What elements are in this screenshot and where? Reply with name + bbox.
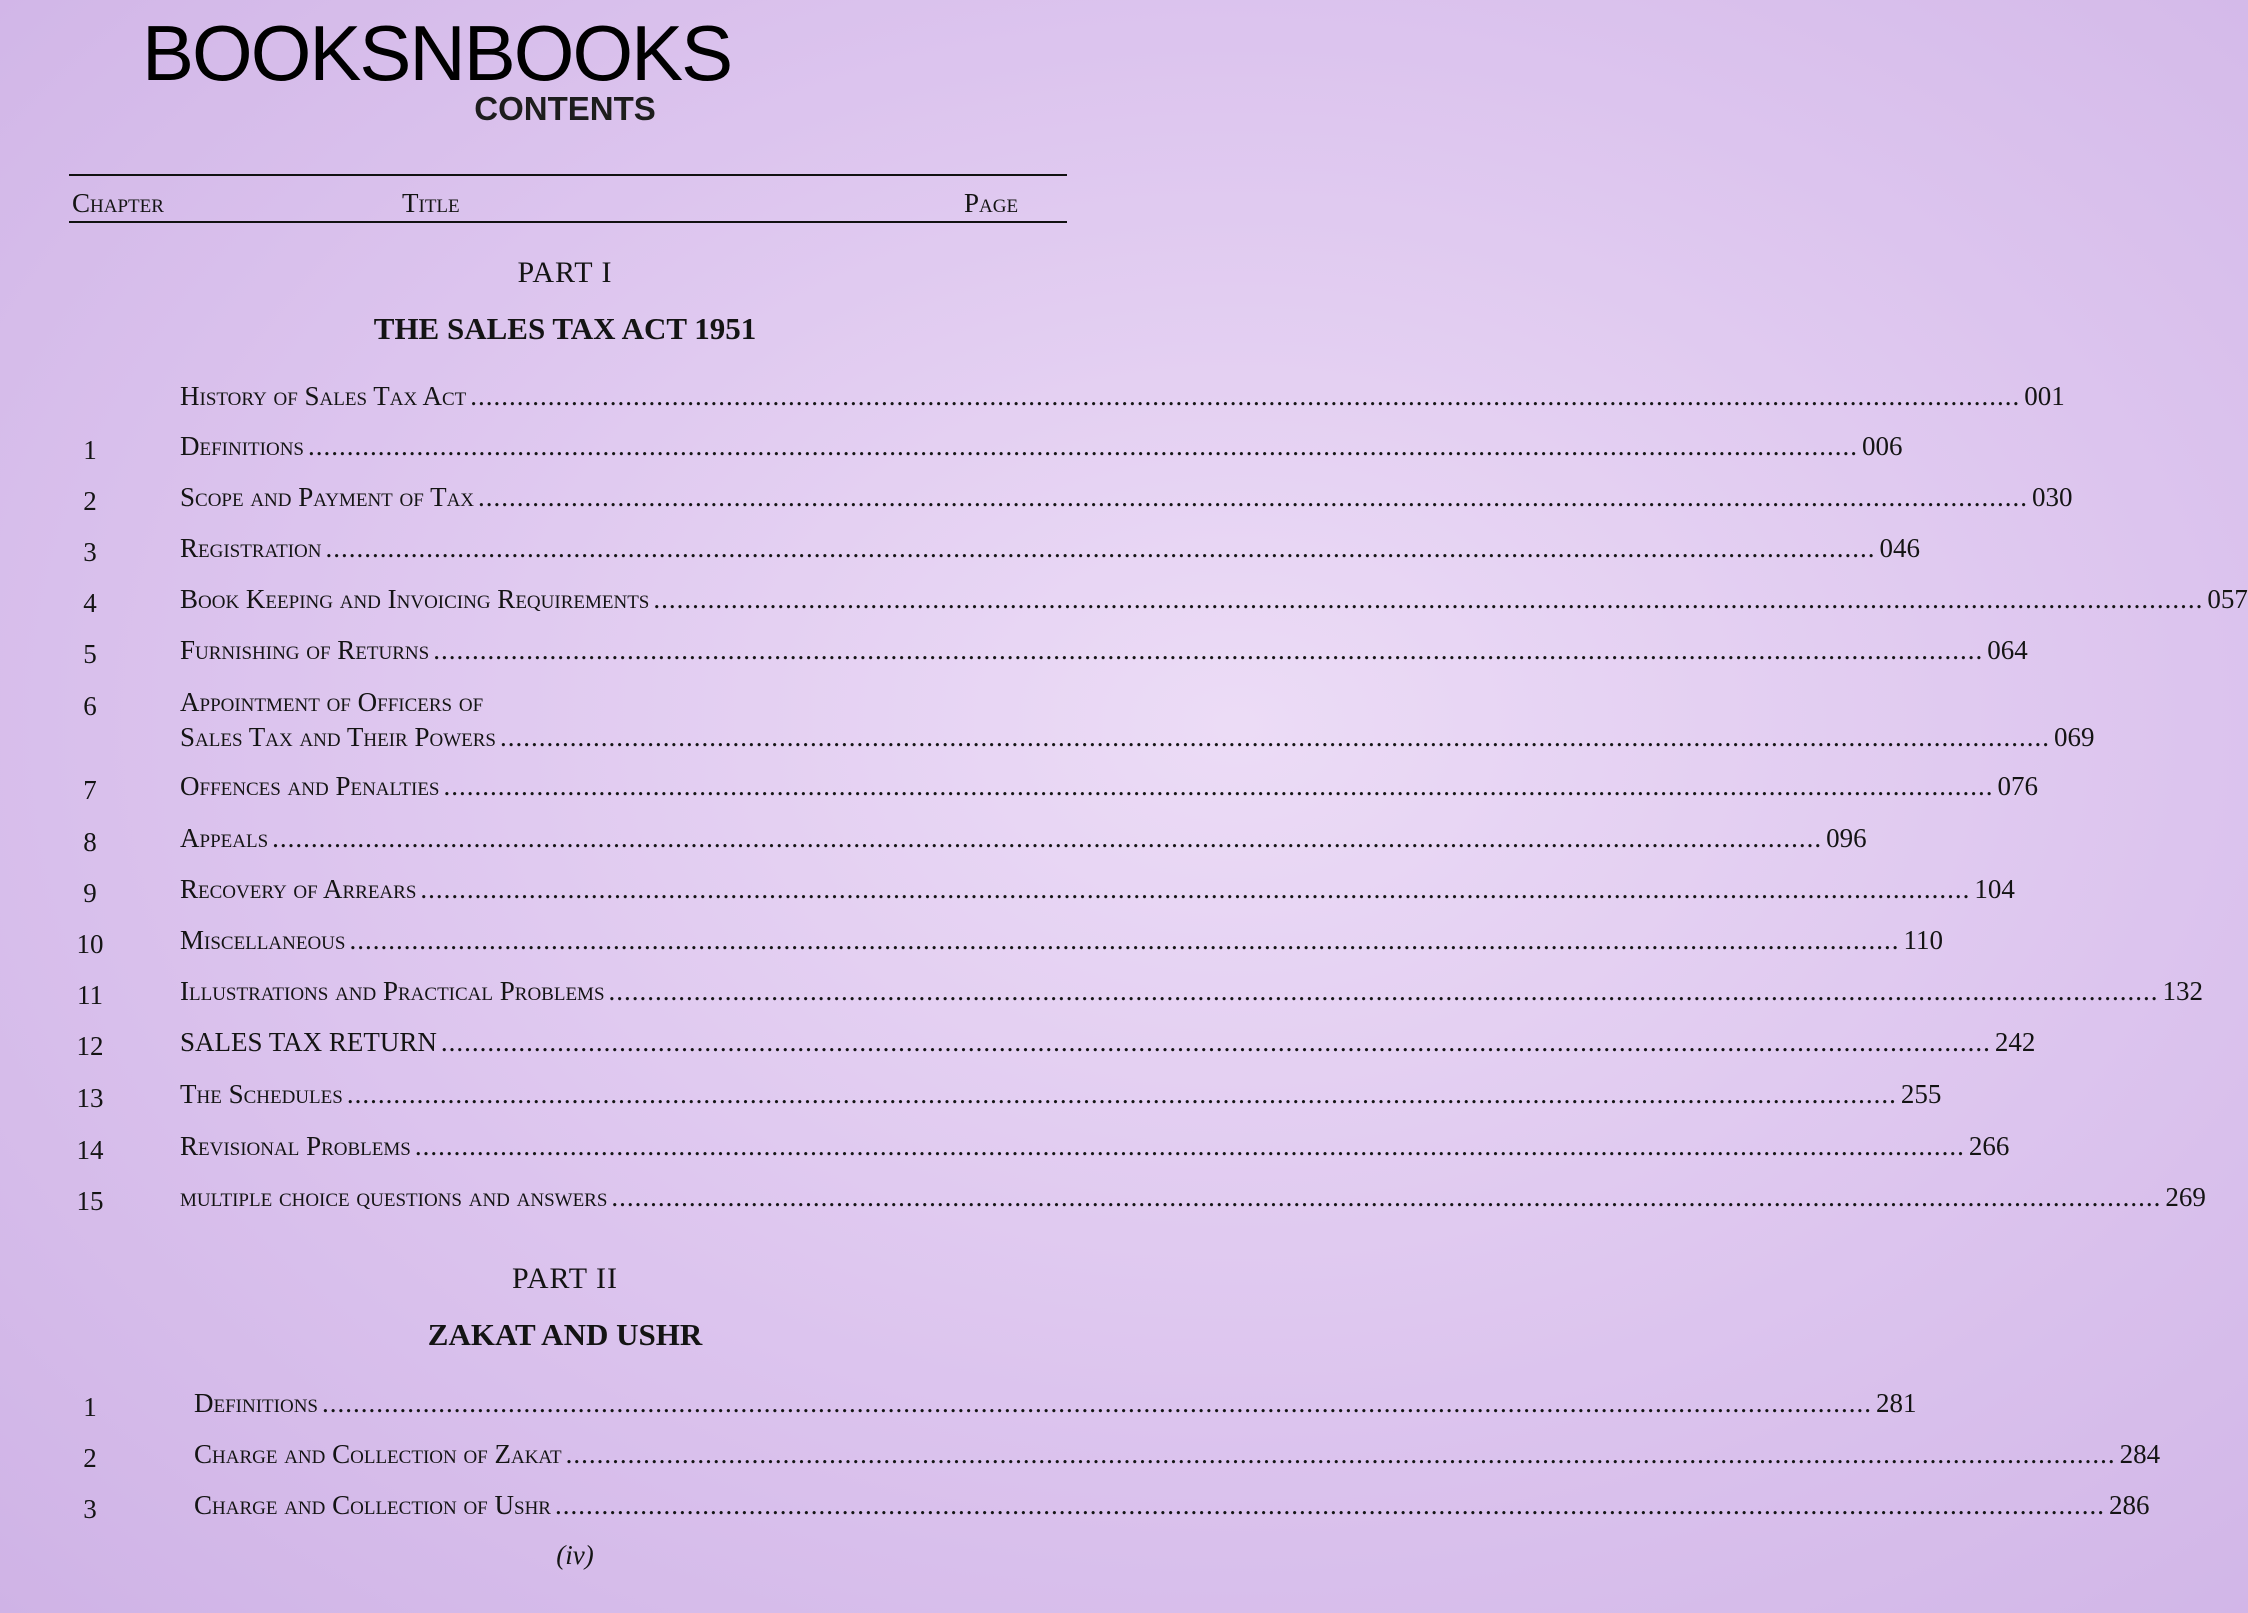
- toc-entry: [0, 924, 1943, 964]
- page-number: 046: [1879, 533, 1920, 563]
- toc-entry: [0, 532, 1920, 572]
- chapter-title: Definitions: [180, 431, 304, 461]
- toc-entry: [0, 686, 1150, 726]
- chapter-title: Charge and Collection of Zakat: [194, 1439, 562, 1469]
- dot-leader: ........................................................................................................................................................................................................: [443, 771, 1994, 801]
- chapter-number: 2: [83, 486, 97, 516]
- page-footer-number: (iv): [556, 1540, 594, 1570]
- page-number: 006: [1862, 431, 1903, 461]
- page-number: 069: [2053, 722, 2095, 752]
- toc-entry-continued: [0, 721, 2095, 761]
- chapter-number: 3: [83, 537, 97, 567]
- toc-entry: [0, 1130, 2010, 1170]
- chapter-number: 9: [83, 878, 97, 908]
- chapter-number: 7: [83, 775, 97, 805]
- dot-leader: ........................................................................................................................................................................................................: [470, 381, 2021, 411]
- page-number: 110: [1903, 925, 1943, 955]
- page-number: 255: [1900, 1079, 1942, 1109]
- part-2-label: PART II: [511, 1262, 619, 1295]
- chapter-title: Appeals: [180, 823, 269, 853]
- chapter-number: 10: [76, 929, 104, 959]
- chapter-title: Registration: [180, 533, 322, 563]
- chapter-title: Scope and Payment of Tax: [180, 482, 475, 512]
- chapter-title: Recovery of Arrears: [180, 874, 417, 904]
- chapter-number: 12: [76, 1031, 104, 1061]
- page-number: 076: [1997, 771, 2039, 801]
- toc-entry: [0, 481, 2073, 521]
- chapter-title: Definitions: [194, 1388, 318, 1418]
- chapter-number: 14: [76, 1135, 104, 1165]
- chapter-title-line-2: Sales Tax and Their Powers: [180, 722, 496, 752]
- page-number: 132: [2162, 976, 2204, 1006]
- toc-entry: [0, 430, 1903, 470]
- chapter-title: SALES TAX RETURN: [180, 1027, 437, 1057]
- chapter-title: Furnishing of Returns: [180, 635, 430, 665]
- chapter-title: Illustrations and Practical Problems: [180, 976, 605, 1006]
- toc-entry: [0, 1078, 1942, 1118]
- chapter-title: Miscellaneous: [180, 925, 346, 955]
- chapter-number: 3: [83, 1494, 97, 1524]
- chapter-number: 1: [83, 1392, 97, 1422]
- toc-entry: [0, 583, 2248, 623]
- chapter-title: multiple choice questions and answers: [180, 1182, 608, 1212]
- toc-entry: [0, 1181, 2206, 1221]
- toc-entry: [0, 1387, 1917, 1427]
- chapter-number: 4: [83, 588, 97, 618]
- page-number: 242: [1994, 1027, 2036, 1057]
- dot-leader: ........................................................................................................................................................................................................: [346, 1079, 1897, 1109]
- header-top-rule: [69, 174, 1067, 176]
- brand-watermark: BOOKSNBOOKS: [142, 9, 732, 97]
- dot-leader: ........................................................................................................................................................................................................: [433, 635, 1984, 665]
- toc-entry: [0, 873, 2015, 913]
- dot-leader: ........................................................................................................................................................................................................: [325, 533, 1876, 563]
- toc-entry: [0, 1026, 2036, 1066]
- chapter-number: 5: [83, 639, 97, 669]
- page-number: 104: [1974, 874, 2015, 904]
- page-number: 266: [1968, 1131, 2010, 1161]
- part-1-label: PART I: [517, 256, 613, 289]
- toc-entry: [0, 380, 2065, 420]
- page-heading: CONTENTS: [474, 90, 656, 127]
- toc-entry: [0, 1438, 2161, 1478]
- chapter-title: Charge and Collection of Ushr: [194, 1490, 551, 1520]
- header-bottom-rule: [69, 221, 1067, 223]
- chapter-number: 1: [83, 435, 97, 465]
- page-number: 030: [2032, 482, 2073, 512]
- column-header-page: Page: [964, 188, 1019, 218]
- page-number: 064: [1987, 635, 2028, 665]
- toc-entry: [0, 1489, 2150, 1529]
- column-header-title: Title: [402, 188, 460, 218]
- chapter-number: 2: [83, 1443, 97, 1473]
- dot-leader: ........................................................................................................................................................................................................: [308, 431, 1858, 461]
- dot-leader: ........................................................................................................................................................................................................: [349, 925, 1900, 955]
- part-1-title: THE SALES TAX ACT 1951: [373, 311, 757, 346]
- column-header-chapter: Chapter: [72, 188, 164, 218]
- dot-leader: ........................................................................................................................................................................................................: [565, 1439, 2116, 1469]
- page-number: 001: [2024, 381, 2065, 411]
- chapter-number: 13: [76, 1083, 104, 1113]
- chapter-number: 8: [83, 827, 97, 857]
- dot-leader: ........................................................................................................................................................................................................: [440, 1027, 1991, 1057]
- dot-leader: ........................................................................................................................................................................................................: [478, 482, 2029, 512]
- dot-leader: ........................................................................................................................................................................................................: [322, 1388, 1872, 1418]
- chapter-number: 11: [77, 980, 103, 1010]
- dot-leader: ........................................................................................................................................................................................................: [414, 1131, 1965, 1161]
- page-number: 286: [2108, 1490, 2150, 1520]
- toc-entry: [0, 634, 2028, 674]
- chapter-title: Revisional Problems: [180, 1131, 411, 1161]
- chapter-title: Book Keeping and Invoicing Requirements: [180, 584, 650, 614]
- chapter-title: Offences and Penalties: [180, 771, 440, 801]
- page-number: 057: [2207, 584, 2248, 614]
- dot-leader: ........................................................................................................................................................................................................: [272, 823, 1823, 853]
- toc-entry: [0, 770, 2039, 810]
- chapter-number: 15: [76, 1186, 104, 1216]
- page-number: 269: [2165, 1182, 2206, 1212]
- dot-leader: ........................................................................................................................................................................................................: [608, 976, 2159, 1006]
- page-number: 284: [2119, 1439, 2161, 1469]
- dot-leader: ........................................................................................................................................................................................................: [611, 1182, 2162, 1212]
- part-2-title: ZAKAT AND USHR: [427, 1317, 703, 1352]
- dot-leader: ........................................................................................................................................................................................................: [554, 1490, 2105, 1520]
- dot-leader: ........................................................................................................................................................................................................: [420, 874, 1971, 904]
- page-number: 281: [1876, 1388, 1917, 1418]
- dot-leader: ........................................................................................................................................................................................................: [653, 584, 2204, 614]
- chapter-title: The Schedules: [180, 1079, 343, 1109]
- toc-entry: [0, 822, 1867, 862]
- page-number: 096: [1826, 823, 1867, 853]
- chapter-title: History of Sales Tax Act: [180, 381, 467, 411]
- toc-entry: [0, 975, 2204, 1015]
- dot-leader: ........................................................................................................................................................................................................: [499, 722, 2050, 752]
- chapter-title: Appointment of Officers of: [180, 687, 484, 717]
- chapter-number: 6: [83, 691, 97, 721]
